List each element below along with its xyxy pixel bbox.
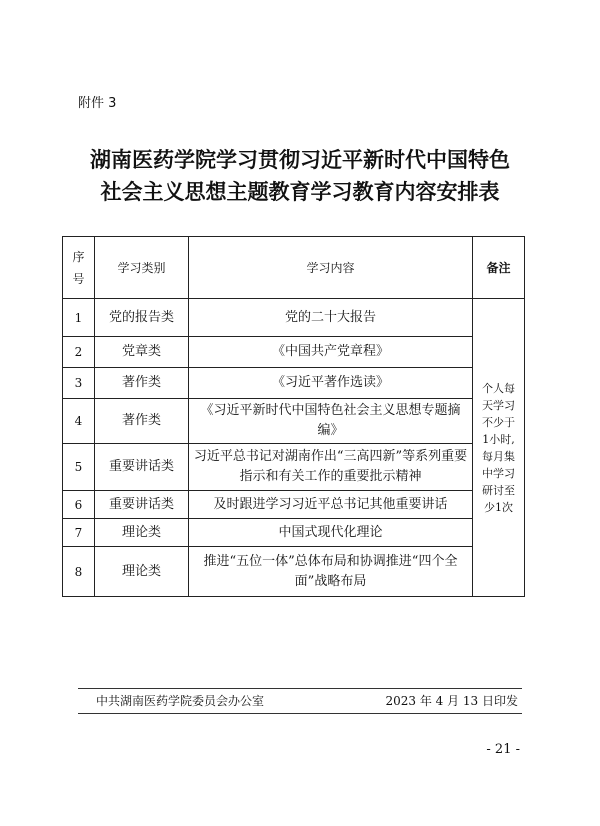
table-row — [63, 399, 525, 444]
header-seq — [63, 237, 95, 299]
schedule-table — [62, 236, 525, 597]
row-category: 党章类 — [95, 337, 189, 368]
header-category: 学习类别 — [95, 237, 189, 299]
table-row — [63, 368, 525, 399]
row-category: 理论类 — [95, 519, 189, 547]
table-row — [63, 519, 525, 547]
row-content: 《习近平新时代中国特色社会主义思想专题摘编》 — [189, 399, 473, 444]
attachment-label: 附件 3 — [78, 96, 117, 111]
table-row — [63, 299, 525, 337]
table-row — [63, 491, 525, 519]
footer-date: 2023 年 4 月 13 日印发 — [385, 694, 518, 708]
row-number: 3 — [63, 368, 95, 399]
header-seq-char-2: 号 — [72, 271, 85, 286]
row-number: 5 — [63, 444, 95, 491]
document-title-line-1: 湖南医药学院学习贯彻习近平新时代中国特色 — [90, 148, 510, 172]
row-number: 8 — [63, 547, 95, 597]
document-title-line-2: 社会主义思想主题教育学习教育内容安排表 — [100, 180, 500, 204]
table-row — [63, 337, 525, 368]
header-note: 备注 — [473, 237, 525, 299]
row-category: 重要讲话类 — [95, 444, 189, 491]
page-number: - 21 - — [486, 742, 520, 757]
row-number: 7 — [63, 519, 95, 547]
header-content: 学习内容 — [189, 237, 473, 299]
row-content: 《中国共产党章程》 — [189, 337, 473, 368]
row-content: 中国式现代化理论 — [189, 519, 473, 547]
row-content: 及时跟进学习习近平总书记其他重要讲话 — [189, 491, 473, 519]
table-header-row — [63, 237, 525, 299]
row-category: 党的报告类 — [95, 299, 189, 337]
table-row — [63, 547, 525, 597]
header-seq-char-1: 序 — [72, 249, 85, 264]
row-number: 2 — [63, 337, 95, 368]
row-content: 习近平总书记对湖南作出“三高四新”等系列重要指示和有关工作的重要批示精神 — [189, 444, 473, 491]
row-category: 著作类 — [95, 399, 189, 444]
row-number: 4 — [63, 399, 95, 444]
row-category: 重要讲话类 — [95, 491, 189, 519]
remark-cell: 个人每天学习不少于1小时,每月集中学习研讨至少1次 — [473, 299, 525, 597]
row-number: 1 — [63, 299, 95, 337]
table-row — [63, 444, 525, 491]
row-content: 推进“五位一体”总体布局和协调推进“四个全面”战略布局 — [189, 547, 473, 597]
row-number: 6 — [63, 491, 95, 519]
row-content: 《习近平著作选读》 — [189, 368, 473, 399]
footer-issuer: 中共湖南医药学院委员会办公室 — [96, 694, 265, 708]
row-content: 党的二十大报告 — [189, 299, 473, 337]
footer-bottom-rule — [78, 713, 522, 714]
row-category: 理论类 — [95, 547, 189, 597]
footer-top-rule — [78, 688, 522, 689]
row-category: 著作类 — [95, 368, 189, 399]
